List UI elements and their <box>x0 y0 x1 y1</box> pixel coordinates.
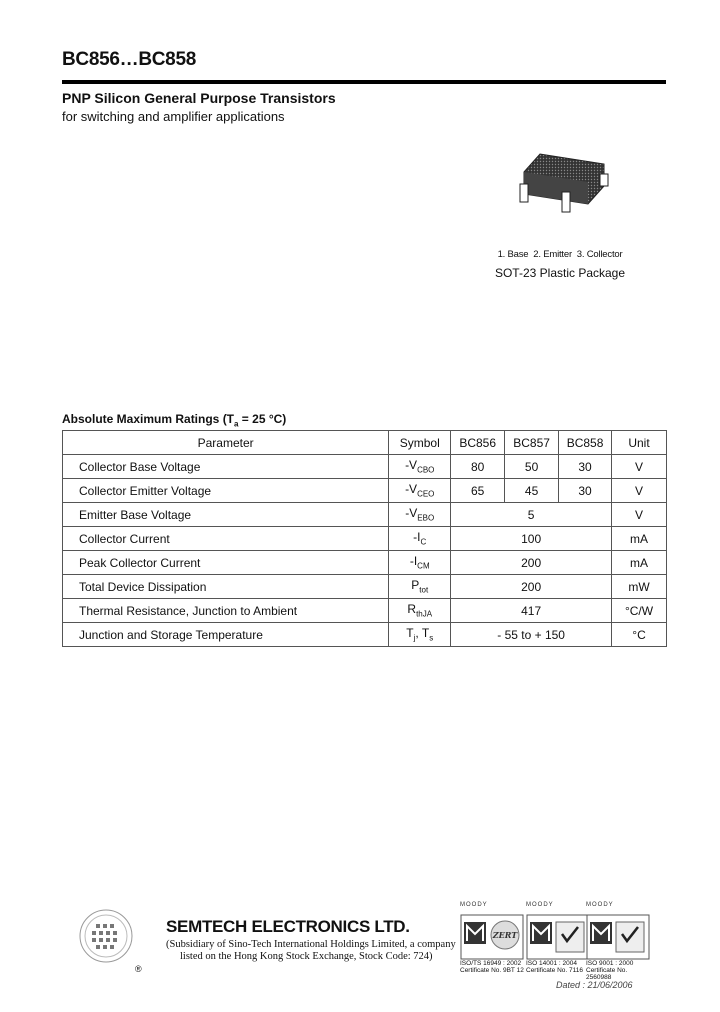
table-row <box>63 599 667 623</box>
unit-cell: V <box>612 455 667 479</box>
table-row <box>63 527 667 551</box>
table-row <box>63 575 667 599</box>
table-row <box>63 479 667 503</box>
value-cell: 200 <box>451 551 612 575</box>
semtech-logo-icon <box>78 908 134 970</box>
param-cell: Emitter Base Voltage <box>63 503 389 527</box>
param-cell: Total Device Dissipation <box>63 575 389 599</box>
cert-brand: MOODY <box>526 902 554 908</box>
ratings-title: Absolute Maximum Ratings ($T_a = 25$ °C) <box>62 412 287 429</box>
cert-badge <box>460 914 524 960</box>
unit-cell: V <box>612 503 667 527</box>
unit-cell: mA <box>612 527 667 551</box>
symbol-cell: $-V_{EBO}$ <box>389 503 451 527</box>
header-symbol: Symbol <box>389 431 451 455</box>
unit-cell: mA <box>612 551 667 575</box>
company-subsidiary-line: (Subsidiary of Sino-Tech International Holdings Limited, a company <box>166 939 456 950</box>
symbol-cell: $P_{tot}$ <box>389 575 451 599</box>
table-header-row <box>63 431 667 455</box>
company-name: SEMTECH ELECTRONICS LTD. <box>166 917 410 936</box>
registered-mark: ® <box>135 964 142 974</box>
unit-cell: °C <box>612 623 667 647</box>
cert-badge <box>526 914 590 960</box>
param-cell: Thermal Resistance, Junction to Ambient <box>63 599 389 623</box>
cert-caption: ISO 14001 : 2004 Certificate No. 7116 <box>526 960 583 974</box>
param-cell: Collector Base Voltage <box>63 455 389 479</box>
header-unit: Unit <box>612 431 667 455</box>
svg-text:ZERT: ZERT <box>492 930 518 940</box>
value-cell: 417 <box>451 599 612 623</box>
cert-brand: MOODY <box>460 902 488 908</box>
symbol-cell: $-V_{CBO}$ <box>389 455 451 479</box>
header-bc856: BC856 <box>451 431 505 455</box>
sot23-package-image <box>512 142 612 222</box>
cert-caption: ISO 9001 : 2000 Certificate No. 2560988 <box>586 960 634 981</box>
header-bc857: BC857 <box>505 431 559 455</box>
cert-brand: MOODY <box>586 902 614 908</box>
value-cell: 65 <box>451 479 505 503</box>
unit-cell: °C/W <box>612 599 667 623</box>
ratings-table <box>62 430 667 647</box>
unit-cell: mW <box>612 575 667 599</box>
unit-cell: V <box>612 479 667 503</box>
table-row <box>63 455 667 479</box>
param-cell: Peak Collector Current <box>63 551 389 575</box>
dated-stamp: Dated : 21/06/2006 <box>556 980 633 990</box>
symbol-cell: $-I_{CM}$ <box>389 551 451 575</box>
param-cell: Collector Current <box>63 527 389 551</box>
header-bc858: BC858 <box>559 431 612 455</box>
value-cell: - 55 to + 150 <box>451 623 612 647</box>
table-row <box>63 551 667 575</box>
value-cell: 50 <box>505 455 559 479</box>
package-label: SOT-23 Plastic Package <box>494 266 626 280</box>
cert-badge <box>586 914 650 960</box>
value-cell: 5 <box>451 503 612 527</box>
subtitle-description: for switching and amplifier applications <box>62 109 285 124</box>
symbol-cell: $T_j$, $T_s$ <box>389 623 451 647</box>
param-cell: Collector Emitter Voltage <box>63 479 389 503</box>
value-cell: 30 <box>559 455 612 479</box>
symbol-cell: $-I_C$ <box>389 527 451 551</box>
symbol-cell: $R_{thJA}$ <box>389 599 451 623</box>
value-cell: 45 <box>505 479 559 503</box>
cert-caption: ISO/TS 16949 : 2002 Certificate No. 9BT 12 <box>460 960 524 974</box>
value-cell: 80 <box>451 455 505 479</box>
header-parameter: Parameter <box>63 431 389 455</box>
table-row <box>63 623 667 647</box>
table-row <box>63 503 667 527</box>
param-cell: Junction and Storage Temperature <box>63 623 389 647</box>
title-rule <box>62 80 666 84</box>
value-cell: 100 <box>451 527 612 551</box>
symbol-cell: $-V_{CEO}$ <box>389 479 451 503</box>
pin-description: 1. Base 2. Emitter 3. Collector <box>497 249 623 260</box>
value-cell: 30 <box>559 479 612 503</box>
subtitle: PNP Silicon General Purpose Transistors <box>62 90 336 106</box>
company-listing-line: listed on the Hong Kong Stock Exchange, Stock Code: 724) <box>180 951 433 962</box>
value-cell: 200 <box>451 575 612 599</box>
page-title: BC856…BC858 <box>62 49 196 70</box>
